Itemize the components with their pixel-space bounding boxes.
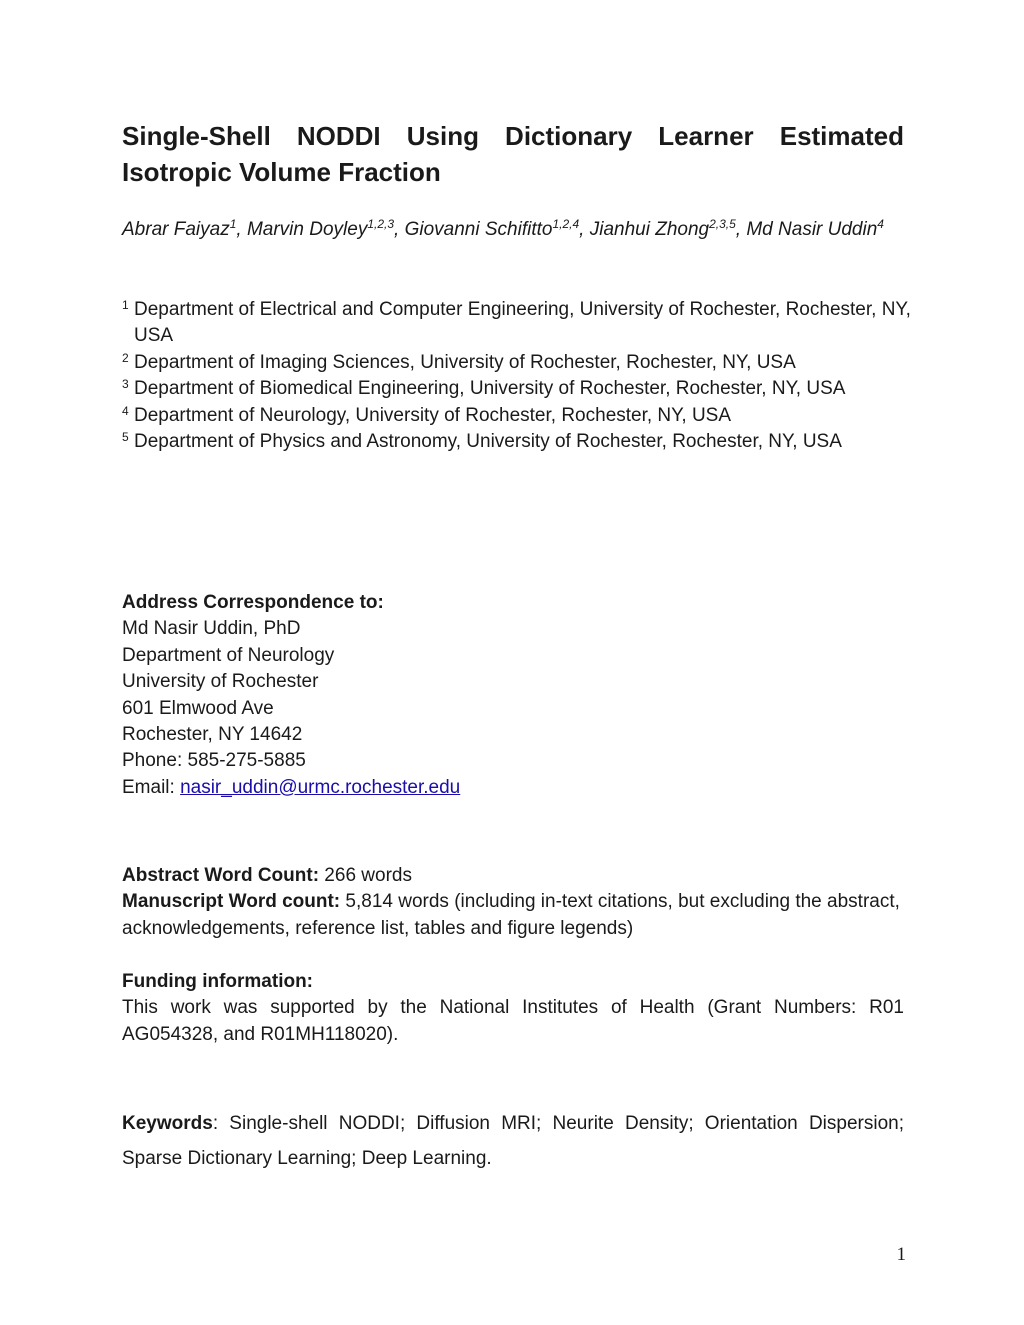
funding-heading: Funding information: bbox=[122, 971, 314, 992]
author-name: Jianhui Zhong bbox=[589, 219, 710, 240]
correspondence-heading: Address Correspondence to: bbox=[122, 592, 384, 613]
keywords-text: : Single-shell NODDI; Diffusion MRI; Neurite Density; Orientation Dispersion; Sparse Dictionary Learning; Deep Learning. bbox=[122, 1113, 904, 1169]
affiliation-number: 3 bbox=[122, 377, 129, 392]
affiliation-item bbox=[122, 403, 912, 429]
keywords-label: Keywords bbox=[122, 1113, 213, 1134]
manuscript-word-count-value: 5,814 words (including in-text citations, but excluding the abstract, acknowledgements, reference list, tables and figure legends) bbox=[122, 891, 900, 939]
affiliation-item bbox=[122, 376, 912, 402]
author-affiliation-marker: 2,3,5 bbox=[709, 217, 736, 231]
affiliation-text: Department of Neurology, University of Rochester, Rochester, NY, USA bbox=[134, 404, 732, 426]
correspondence-block bbox=[122, 590, 904, 801]
author-separator: , bbox=[735, 219, 747, 240]
affiliation-text: Department of Electrical and Computer Engineering, University of Rochester, Rochester, NY, USA bbox=[134, 299, 911, 347]
author-affiliation-marker: 1,2,3 bbox=[367, 217, 395, 231]
author-list bbox=[122, 217, 904, 242]
author-separator: , bbox=[579, 219, 590, 240]
funding-text: This work was supported by the National Institutes of Health (Grant Numbers: R01 AG054328, and R01MH118020). bbox=[122, 997, 904, 1045]
affiliation-text: Department of Imaging Sciences, University of Rochester, Rochester, NY, USA bbox=[134, 351, 796, 373]
manuscript-word-count-label: Manuscript Word count: bbox=[122, 891, 341, 913]
email-label: Email: bbox=[122, 776, 181, 798]
correspondence-phone: Phone: 585-275-5885 bbox=[122, 750, 306, 772]
affiliation-text: Department of Physics and Astronomy, University of Rochester, Rochester, NY, USA bbox=[134, 431, 842, 453]
affiliation-number: 2 bbox=[122, 350, 129, 365]
author-name: Abrar Faiyaz bbox=[122, 219, 230, 240]
author-separator: , bbox=[236, 219, 247, 240]
paper-title: Single-Shell NODDI Using Dictionary Learner Estimated Isotropic Volume Fraction bbox=[122, 121, 904, 187]
funding-block bbox=[122, 969, 904, 1048]
author-name: Md Nasir Uddin bbox=[746, 219, 878, 240]
keywords-block bbox=[122, 1106, 904, 1176]
abstract-word-count bbox=[122, 863, 904, 889]
author-name: Giovanni Schifitto bbox=[404, 219, 553, 240]
affiliation-item bbox=[122, 429, 912, 455]
correspondence-name: Md Nasir Uddin, PhD bbox=[122, 618, 301, 640]
correspondence-email-line bbox=[122, 775, 904, 801]
author-separator: , bbox=[394, 219, 405, 240]
author-affiliation-marker: 4 bbox=[877, 217, 884, 231]
affiliation-number: 1 bbox=[122, 298, 129, 312]
abstract-word-count-value: 266 words bbox=[319, 865, 412, 886]
abstract-word-count-label: Abstract Word Count: bbox=[122, 865, 320, 886]
affiliation-text: Department of Biomedical Engineering, University of Rochester, Rochester, NY, USA bbox=[134, 378, 846, 400]
affiliation-number: 5 bbox=[122, 430, 129, 445]
affiliation-item bbox=[122, 297, 912, 350]
author-name: Marvin Doyley bbox=[246, 219, 368, 240]
affiliation-list bbox=[122, 297, 912, 455]
word-count-block bbox=[122, 863, 904, 942]
affiliation-item bbox=[122, 350, 912, 376]
correspondence-university: University of Rochester bbox=[122, 671, 319, 693]
correspondence-street: 601 Elmwood Ave bbox=[122, 697, 274, 719]
manuscript-word-count bbox=[122, 889, 904, 942]
correspondence-department: Department of Neurology bbox=[122, 644, 335, 666]
affiliation-number: 4 bbox=[122, 403, 129, 418]
email-link[interactable]: nasir_uddin@urmc.rochester.edu bbox=[180, 776, 461, 798]
correspondence-city: Rochester, NY 14642 bbox=[122, 724, 303, 746]
author-affiliation-marker: 1 bbox=[229, 217, 237, 231]
page-number: 1 bbox=[896, 1244, 906, 1265]
author-affiliation-marker: 1,2,4 bbox=[552, 217, 580, 231]
